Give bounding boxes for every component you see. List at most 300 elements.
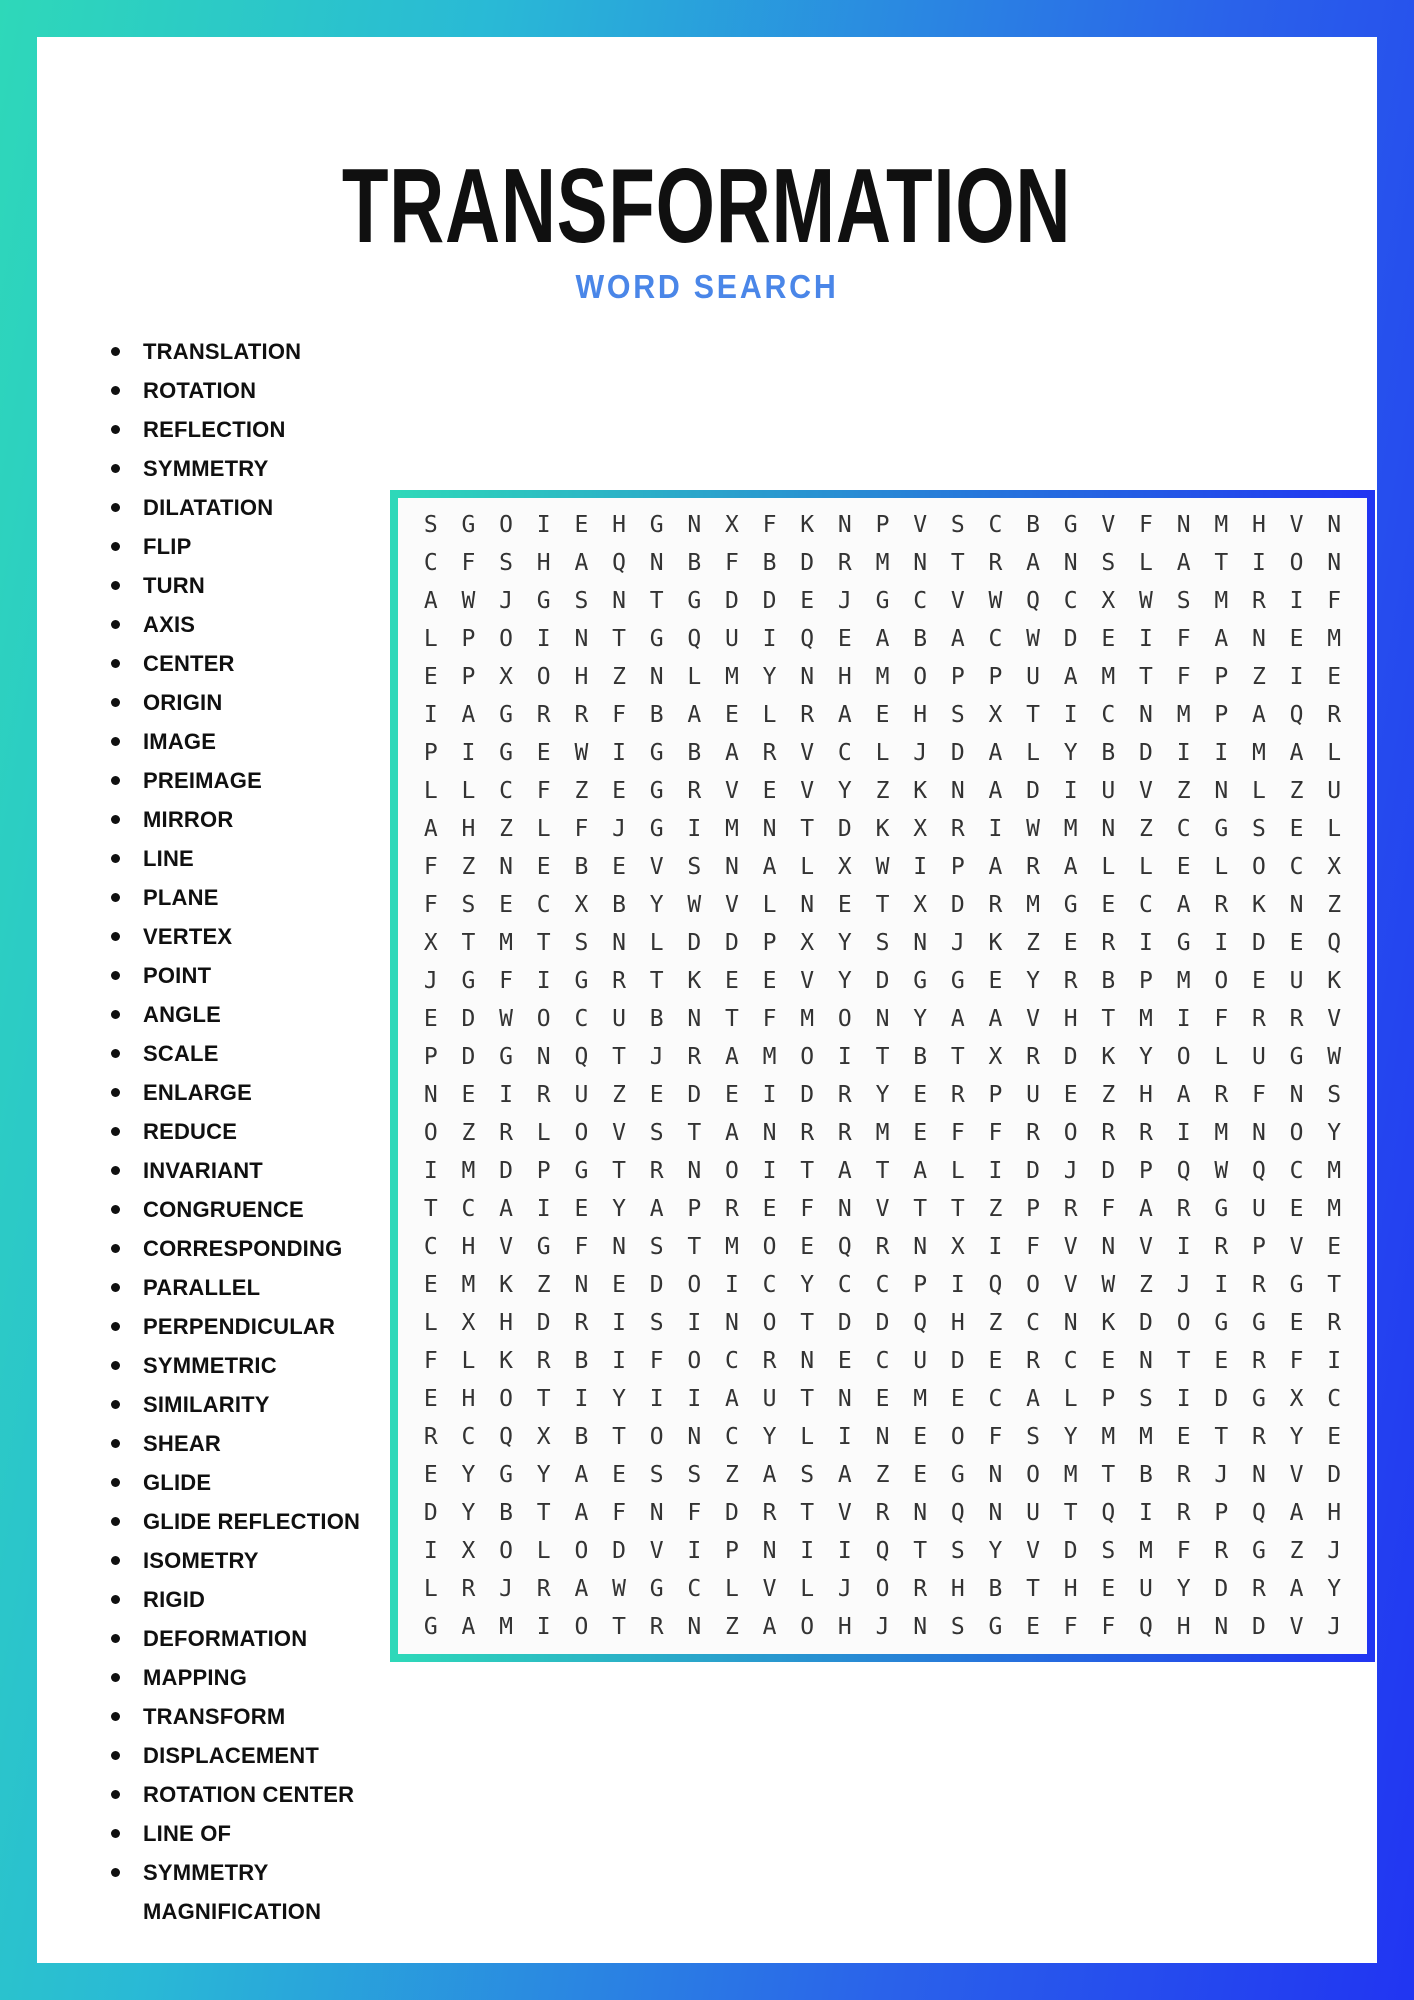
grid-letter-cell: I bbox=[1139, 930, 1153, 956]
grid-letter-cell: P bbox=[875, 512, 890, 538]
grid-letter-cell: Y bbox=[461, 1500, 476, 1526]
grid-letter-cell: K bbox=[1251, 892, 1266, 918]
grid-letter-cell: I bbox=[837, 1044, 852, 1070]
grid-letter-cell: N bbox=[574, 626, 589, 652]
grid-letter-cell: R bbox=[1026, 854, 1040, 880]
word-label: TURN bbox=[143, 572, 205, 598]
grid-letter-cell: I bbox=[725, 1272, 739, 1298]
word-search-grid bbox=[390, 490, 1375, 1662]
grid-letter-cell: G bbox=[649, 512, 664, 538]
grid-letter-cell: D bbox=[461, 1044, 476, 1070]
grid-letter-cell: E bbox=[837, 892, 852, 918]
grid-letter-cell: B bbox=[1101, 968, 1116, 994]
grid-letter-cell: Y bbox=[1026, 968, 1040, 994]
grid-letter-cell: T bbox=[913, 1196, 928, 1222]
word-label: CONGRUENCE bbox=[143, 1196, 304, 1222]
grid-letter-cell: S bbox=[574, 930, 589, 956]
grid-letter-cell: R bbox=[1063, 968, 1078, 994]
word-label: LINE bbox=[143, 845, 194, 871]
grid-letter-cell: D bbox=[499, 1158, 514, 1184]
grid-letter-cell: N bbox=[1139, 1348, 1153, 1374]
grid-letter-cell: V bbox=[612, 1120, 626, 1146]
grid-letter-cell: P bbox=[725, 1538, 739, 1564]
grid-letter-cell: V bbox=[1063, 1234, 1078, 1260]
grid-letter-cell: E bbox=[1063, 930, 1078, 956]
grid-letter-cell: N bbox=[687, 1158, 702, 1184]
grid-letter-cell: I bbox=[1289, 664, 1304, 690]
word-item bbox=[111, 800, 381, 839]
grid-letter-cell: N bbox=[725, 854, 739, 880]
grid-letter-cell: I bbox=[612, 1348, 626, 1374]
grid-letter-cell: A bbox=[762, 1462, 777, 1488]
grid-letter-cell: V bbox=[1026, 1006, 1040, 1032]
grid-letter-cell: X bbox=[1101, 588, 1116, 614]
grid-letter-cell: A bbox=[725, 740, 739, 766]
grid-letter-cell: M bbox=[1214, 588, 1229, 614]
grid-letter-cell: D bbox=[837, 816, 852, 842]
grid-letter-cell: D bbox=[1214, 1576, 1229, 1602]
grid-letter-cell: G bbox=[950, 968, 965, 994]
grid-letter-cell: B bbox=[574, 1348, 589, 1374]
grid-letter-cell: A bbox=[950, 1006, 965, 1032]
grid-letter-cell: O bbox=[1026, 1272, 1040, 1298]
grid-letter-cell: V bbox=[837, 1500, 852, 1526]
grid-letter-cell: O bbox=[1251, 854, 1266, 880]
grid-letter-cell: G bbox=[1251, 1386, 1266, 1412]
grid-letter-cell: K bbox=[499, 1272, 514, 1298]
grid-letter-cell: O bbox=[837, 1006, 852, 1032]
grid-letter-cell: N bbox=[1251, 1462, 1266, 1488]
grid-letter-cell: G bbox=[649, 778, 664, 804]
grid-letter-cell: J bbox=[837, 588, 852, 614]
bullet-dot-icon bbox=[111, 1088, 120, 1097]
grid-letter-cell: N bbox=[762, 816, 777, 842]
grid-letter-cell: D bbox=[687, 930, 702, 956]
grid-letter-cell: I bbox=[687, 816, 702, 842]
word-item bbox=[111, 956, 381, 995]
grid-letter-cell: O bbox=[687, 1348, 702, 1374]
grid-letter-cell: D bbox=[762, 588, 777, 614]
bullet-dot-icon bbox=[111, 1556, 120, 1565]
grid-letter-cell: G bbox=[687, 588, 702, 614]
grid-letter-cell: N bbox=[1101, 1234, 1116, 1260]
word-label: INVARIANT bbox=[143, 1157, 263, 1183]
grid-letter-cell: Z bbox=[725, 1614, 739, 1640]
grid-letter-cell: Q bbox=[988, 1272, 1003, 1298]
bullet-dot-icon bbox=[111, 1829, 120, 1838]
word-label: TRANSLATION bbox=[143, 338, 302, 364]
word-item bbox=[111, 332, 381, 371]
grid-letter-cell: S bbox=[1327, 1082, 1342, 1108]
grid-letter-cell: V bbox=[1063, 1272, 1078, 1298]
grid-letter-cell: N bbox=[1176, 512, 1191, 538]
grid-letter-cell: W bbox=[1026, 626, 1040, 652]
grid-letter-cell: X bbox=[913, 892, 928, 918]
grid-letter-cell: N bbox=[687, 1006, 702, 1032]
grid-letter-cell: V bbox=[499, 1234, 514, 1260]
grid-letter-cell: P bbox=[913, 1272, 928, 1298]
word-label: SCALE bbox=[143, 1040, 219, 1066]
grid-letter-cell: H bbox=[461, 1386, 476, 1412]
grid-letter-cell: I bbox=[1176, 1120, 1191, 1146]
word-item bbox=[111, 410, 381, 449]
grid-letter-cell: E bbox=[875, 1386, 890, 1412]
grid-letter-cell: G bbox=[1063, 892, 1078, 918]
grid-letter-cell: N bbox=[612, 930, 626, 956]
grid-letter-cell: E bbox=[1101, 1576, 1116, 1602]
word-label: MAGNIFICATION bbox=[143, 1898, 322, 1924]
grid-letter-cell: G bbox=[574, 1158, 589, 1184]
grid-letter-cell: Y bbox=[1289, 1424, 1304, 1450]
grid-letter-cell: L bbox=[950, 1158, 965, 1184]
grid-letter-cell: G bbox=[913, 968, 928, 994]
word-label: MAPPING bbox=[143, 1664, 248, 1690]
grid-letter-cell: H bbox=[1063, 1576, 1078, 1602]
grid-letter-cell: P bbox=[988, 664, 1003, 690]
grid-letter-cell: T bbox=[687, 1120, 702, 1146]
grid-letter-cell: F bbox=[574, 1234, 589, 1260]
grid-letter-cell: G bbox=[536, 588, 551, 614]
word-label: IMAGE bbox=[143, 728, 217, 754]
bullet-dot-icon bbox=[111, 971, 120, 980]
grid-letter-cell: Q bbox=[1289, 702, 1304, 728]
grid-letter-cell: R bbox=[837, 550, 852, 576]
grid-letter-cell: H bbox=[950, 1576, 965, 1602]
grid-letter-cell: N bbox=[687, 1424, 702, 1450]
grid-letter-cell: T bbox=[1176, 1348, 1191, 1374]
grid-letter-cell: Q bbox=[612, 550, 626, 576]
grid-letter-cell: D bbox=[950, 892, 965, 918]
grid-letter-cell: G bbox=[649, 626, 664, 652]
grid-letter-cell: M bbox=[1139, 1538, 1153, 1564]
grid-letter-cell: W bbox=[988, 588, 1003, 614]
grid-letter-cell: S bbox=[649, 1310, 664, 1336]
grid-letter-cell: L bbox=[461, 1348, 476, 1374]
grid-letter-cell: O bbox=[762, 1310, 777, 1336]
grid-letter-cell: T bbox=[612, 1158, 626, 1184]
grid-letter-cell: U bbox=[725, 626, 739, 652]
grid-letter-cell: O bbox=[499, 1538, 514, 1564]
grid-letter-cell: L bbox=[423, 778, 438, 804]
grid-letter-cell: R bbox=[1101, 930, 1116, 956]
grid-letter-cell: F bbox=[1327, 588, 1342, 614]
grid-letter-cell: Y bbox=[649, 892, 664, 918]
grid-letter-cell: V bbox=[1289, 1462, 1304, 1488]
grid-letter-cell: Z bbox=[1251, 664, 1266, 690]
grid-letter-cell: I bbox=[762, 1158, 777, 1184]
grid-letter-cell: K bbox=[499, 1348, 514, 1374]
grid-letter-cell: T bbox=[1101, 1006, 1116, 1032]
grid-letter-cell: C bbox=[1101, 702, 1116, 728]
grid-letter-cell: F bbox=[423, 892, 438, 918]
grid-letter-cell: D bbox=[1327, 1462, 1342, 1488]
grid-letter-cell: E bbox=[1063, 1082, 1078, 1108]
grid-letter-cell: X bbox=[800, 930, 815, 956]
grid-letter-cell: W bbox=[1101, 1272, 1116, 1298]
word-label: REDUCE bbox=[143, 1118, 238, 1144]
grid-letter-cell: A bbox=[574, 550, 589, 576]
grid-letter-cell: E bbox=[1251, 968, 1266, 994]
grid-letter-cell: A bbox=[1026, 1386, 1040, 1412]
grid-letter-cell: N bbox=[762, 1538, 777, 1564]
grid-letter-cell: R bbox=[800, 1120, 815, 1146]
grid-letter-cell: L bbox=[800, 854, 815, 880]
bullet-dot-icon bbox=[111, 1439, 120, 1448]
grid-letter-cell: L bbox=[536, 1120, 551, 1146]
grid-letter-cell: M bbox=[1327, 1196, 1342, 1222]
grid-letter-cell: K bbox=[687, 968, 702, 994]
grid-letter-cell: R bbox=[762, 1348, 777, 1374]
grid-letter-cell: S bbox=[950, 1614, 965, 1640]
bullet-dot-icon bbox=[111, 1634, 120, 1643]
grid-letter-cell: Z bbox=[1101, 1082, 1116, 1108]
bullet-dot-icon bbox=[111, 1751, 120, 1760]
grid-letter-cell: F bbox=[1101, 1196, 1116, 1222]
grid-letter-cell: F bbox=[762, 512, 777, 538]
grid-letter-cell: U bbox=[1026, 1082, 1040, 1108]
grid-letter-cell: N bbox=[913, 550, 928, 576]
grid-letter-cell: G bbox=[423, 1614, 438, 1640]
grid-letter-cell: M bbox=[875, 550, 890, 576]
grid-letter-cell: X bbox=[536, 1424, 551, 1450]
grid-letter-cell: O bbox=[1026, 1462, 1040, 1488]
word-label: SYMMETRIC bbox=[143, 1352, 277, 1378]
grid-letter-cell: M bbox=[461, 1272, 476, 1298]
word-label: GLIDE REFLECTION bbox=[143, 1508, 361, 1534]
grid-letter-cell: A bbox=[1176, 550, 1191, 576]
grid-letter-cell: X bbox=[913, 816, 928, 842]
grid-letter-cell: F bbox=[687, 1500, 702, 1526]
grid-letter-cell: I bbox=[423, 702, 438, 728]
grid-letter-cell: A bbox=[461, 702, 476, 728]
grid-letter-cell: A bbox=[1289, 1576, 1304, 1602]
grid-letter-cell: E bbox=[423, 1462, 438, 1488]
grid-letter-cell: V bbox=[1026, 1538, 1040, 1564]
grid-letter-cell: R bbox=[1176, 1196, 1191, 1222]
grid-letter-cell: A bbox=[574, 1576, 589, 1602]
grid-letter-cell: I bbox=[1176, 740, 1191, 766]
grid-letter-cell: E bbox=[1101, 892, 1116, 918]
bullet-dot-icon bbox=[111, 1127, 120, 1136]
grid-letter-cell: A bbox=[1139, 1196, 1153, 1222]
bullet-dot-icon bbox=[111, 347, 120, 356]
grid-letter-cell: E bbox=[423, 1272, 438, 1298]
grid-letter-cell: O bbox=[725, 1158, 739, 1184]
grid-letter-cell: E bbox=[913, 1462, 928, 1488]
grid-letter-cell: P bbox=[461, 626, 476, 652]
grid-letter-cell: Z bbox=[988, 1196, 1003, 1222]
grid-letter-cell: H bbox=[1176, 1614, 1191, 1640]
grid-letter-cell: A bbox=[762, 1614, 777, 1640]
grid-letter-cell: S bbox=[950, 512, 965, 538]
grid-letter-cell: T bbox=[612, 1044, 626, 1070]
grid-letter-cell: T bbox=[536, 1386, 551, 1412]
grid-letter-cell: R bbox=[649, 1158, 664, 1184]
grid-letter-cell: A bbox=[649, 1196, 664, 1222]
word-label: ANGLE bbox=[143, 1001, 221, 1027]
grid-letter-cell: I bbox=[687, 1310, 702, 1336]
grid-letter-cell: I bbox=[687, 1386, 702, 1412]
grid-letter-cell: I bbox=[1063, 702, 1078, 728]
grid-letter-cell: S bbox=[499, 550, 514, 576]
grid-letter-cell: Z bbox=[875, 1462, 890, 1488]
grid-letter-cell: B bbox=[1101, 740, 1116, 766]
grid-letter-cell: D bbox=[837, 1310, 852, 1336]
grid-letter-cell: J bbox=[913, 740, 928, 766]
subheader bbox=[37, 270, 1377, 303]
grid-letter-cell: N bbox=[800, 1348, 815, 1374]
grid-letter-cell: I bbox=[1139, 626, 1153, 652]
grid-letter-cell: V bbox=[1289, 1234, 1304, 1260]
grid-letter-cell: E bbox=[800, 1234, 815, 1260]
grid-letter-cell: T bbox=[875, 892, 890, 918]
grid-letter-cell: M bbox=[1101, 1424, 1116, 1450]
word-item bbox=[111, 1034, 381, 1073]
grid-letter-cell: E bbox=[1327, 664, 1342, 690]
bullet-dot-icon bbox=[111, 1166, 120, 1175]
grid-letter-cell: C bbox=[875, 1348, 890, 1374]
grid-letter-cell: R bbox=[913, 1576, 928, 1602]
grid-letter-cell: R bbox=[1214, 1082, 1229, 1108]
grid-letter-cell: R bbox=[837, 1120, 852, 1146]
grid-letter-cell: P bbox=[1214, 1500, 1229, 1526]
grid-letter-cell: I bbox=[1176, 1006, 1191, 1032]
word-item bbox=[111, 1307, 381, 1346]
grid-letter-cell: L bbox=[762, 892, 777, 918]
grid-letter-cell: E bbox=[800, 588, 815, 614]
grid-letter-cell: G bbox=[1214, 1310, 1229, 1336]
grid-letter-cell: P bbox=[1214, 702, 1229, 728]
grid-letter-cell: T bbox=[1101, 1462, 1116, 1488]
grid-letter-cell: K bbox=[1101, 1044, 1116, 1070]
grid-letter-cell: R bbox=[1026, 1044, 1040, 1070]
grid-letter-cell: C bbox=[1063, 1348, 1078, 1374]
grid-letter-cell: R bbox=[1214, 1538, 1229, 1564]
grid-letter-cell: R bbox=[950, 816, 965, 842]
grid-letter-cell: M bbox=[725, 1234, 739, 1260]
grid-letter-cell: C bbox=[762, 1272, 777, 1298]
grid-letter-cell: Z bbox=[1327, 892, 1342, 918]
grid-letter-cell: M bbox=[875, 1120, 890, 1146]
grid-letter-cell: C bbox=[687, 1576, 702, 1602]
grid-letter-cell: K bbox=[875, 816, 890, 842]
grid-letter-cell: D bbox=[1139, 740, 1153, 766]
grid-letter-cell: R bbox=[612, 968, 626, 994]
grid-letter-cell: I bbox=[988, 816, 1003, 842]
grid-letter-cell: G bbox=[499, 740, 514, 766]
grid-letter-cell: J bbox=[499, 1576, 514, 1602]
word-item bbox=[111, 1697, 381, 1736]
grid-letter-cell: C bbox=[423, 550, 438, 576]
grid-letter-cell: E bbox=[423, 1006, 438, 1032]
grid-letter-cell: D bbox=[725, 1500, 739, 1526]
word-item bbox=[111, 1346, 381, 1385]
bullet-dot-icon bbox=[111, 1322, 120, 1331]
grid-letter-cell: T bbox=[423, 1196, 438, 1222]
grid-letter-cell: E bbox=[1176, 854, 1191, 880]
grid-letter-cell: Z bbox=[875, 778, 890, 804]
grid-letter-cell: W bbox=[461, 588, 476, 614]
grid-letter-cell: N bbox=[913, 930, 928, 956]
grid-letter-cell: M bbox=[499, 930, 514, 956]
word-item bbox=[111, 1424, 381, 1463]
grid-letter-cell: R bbox=[950, 1082, 965, 1108]
grid-letter-cell: I bbox=[1176, 1386, 1191, 1412]
grid-letter-cell: D bbox=[875, 1310, 890, 1336]
grid-letter-cell: Y bbox=[913, 1006, 928, 1032]
grid-letter-cell: W bbox=[1214, 1158, 1229, 1184]
grid-letter-cell: T bbox=[1214, 550, 1229, 576]
grid-letter-cell: C bbox=[461, 1424, 476, 1450]
grid-letter-cell: K bbox=[800, 512, 815, 538]
grid-letter-cell: E bbox=[1176, 1424, 1191, 1450]
grid-letter-cell: W bbox=[574, 740, 589, 766]
grid-letter-cell: N bbox=[1289, 1082, 1304, 1108]
grid-letter-cell: R bbox=[574, 702, 589, 728]
bullet-dot-icon bbox=[111, 1010, 120, 1019]
grid-letter-cell: I bbox=[1214, 740, 1229, 766]
grid-letter-cell: T bbox=[687, 1234, 702, 1260]
grid-letter-cell: R bbox=[1176, 1462, 1191, 1488]
bullet-dot-icon bbox=[111, 737, 120, 746]
grid-letter-cell: O bbox=[649, 1424, 664, 1450]
grid-letter-cell: D bbox=[687, 1082, 702, 1108]
bullet-dot-icon bbox=[111, 932, 120, 941]
grid-letter-cell: Q bbox=[687, 626, 702, 652]
grid-letter-cell: T bbox=[1063, 1500, 1078, 1526]
bullet-dot-icon bbox=[111, 1712, 120, 1721]
grid-letter-cell: R bbox=[1214, 892, 1229, 918]
grid-letter-cell: I bbox=[612, 740, 626, 766]
grid-letter-cell: S bbox=[687, 854, 702, 880]
grid-letter-cell: H bbox=[461, 1234, 476, 1260]
grid-letter-cell: R bbox=[1026, 1348, 1040, 1374]
grid-letter-cell: X bbox=[499, 664, 514, 690]
grid-letter-cell: U bbox=[1026, 664, 1040, 690]
bullet-dot-icon bbox=[111, 1868, 120, 1877]
grid-letter-cell: E bbox=[612, 854, 626, 880]
grid-letter-cell: Q bbox=[1101, 1500, 1116, 1526]
grid-letter-cell: F bbox=[725, 550, 739, 576]
grid-letter-cell: N bbox=[649, 1500, 664, 1526]
grid-letter-cell: J bbox=[837, 1576, 852, 1602]
bullet-dot-icon bbox=[111, 1205, 120, 1214]
grid-letter-cell: P bbox=[1026, 1196, 1040, 1222]
grid-letter-cell: V bbox=[649, 854, 664, 880]
grid-letter-cell: J bbox=[423, 968, 438, 994]
grid-letter-cell: Y bbox=[837, 778, 852, 804]
grid-letter-cell: L bbox=[461, 778, 476, 804]
grid-letter-cell: J bbox=[1214, 1462, 1229, 1488]
grid-letter-cell: P bbox=[687, 1196, 702, 1222]
grid-letter-cell: H bbox=[461, 816, 476, 842]
grid-letter-cell: K bbox=[913, 778, 928, 804]
word-label: ORIGIN bbox=[143, 689, 223, 715]
grid-letter-cell: R bbox=[988, 550, 1003, 576]
grid-letter-cell: C bbox=[461, 1196, 476, 1222]
grid-letter-cell: C bbox=[536, 892, 551, 918]
grid-letter-cell: B bbox=[687, 550, 702, 576]
grid-letter-cell: Z bbox=[536, 1272, 551, 1298]
grid-letter-cell: Y bbox=[1063, 740, 1078, 766]
grid-letter-cell: O bbox=[913, 664, 928, 690]
grid-letter-cell: D bbox=[800, 550, 815, 576]
grid-letter-cell: C bbox=[1289, 1158, 1304, 1184]
grid-letter-cell: I bbox=[837, 1538, 852, 1564]
grid-letter-cell: W bbox=[499, 1006, 514, 1032]
grid-letter-cell: X bbox=[1327, 854, 1342, 880]
word-label: AXIS bbox=[143, 611, 196, 637]
